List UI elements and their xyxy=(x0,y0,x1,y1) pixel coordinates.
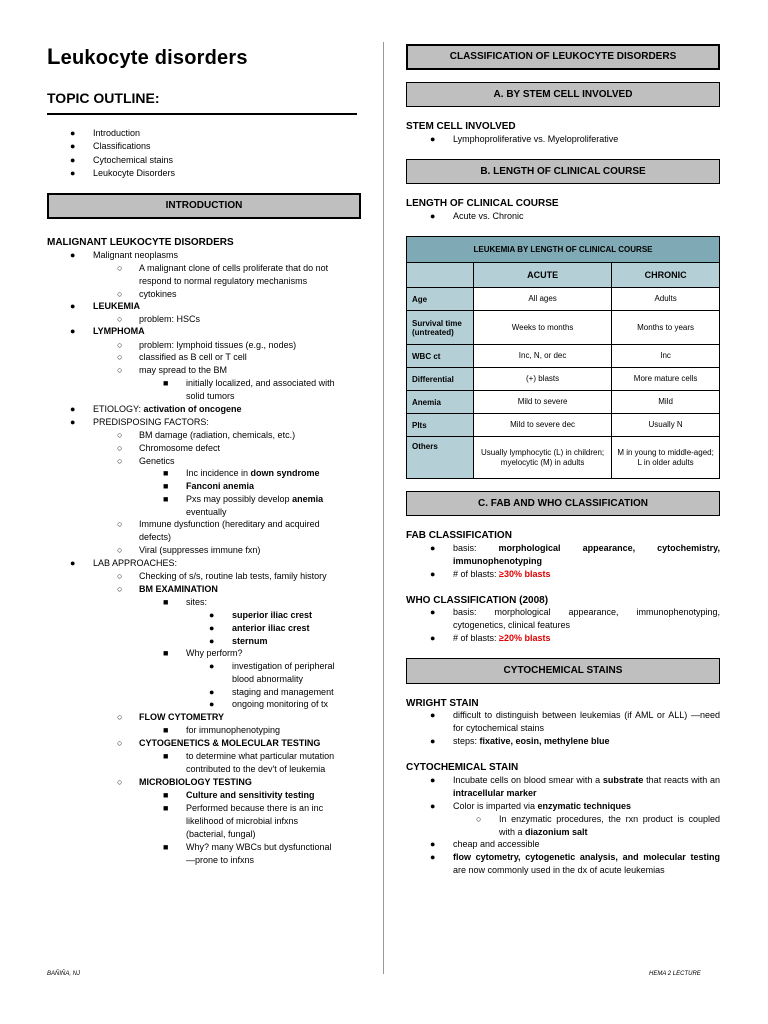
table-row xyxy=(407,437,720,479)
column-header-chronic: CHRONIC xyxy=(612,263,720,288)
list-item: anterior iliac crest xyxy=(232,623,310,633)
lymphoma-label: LYMPHOMA xyxy=(93,326,145,336)
cell-acute: Mild to severe xyxy=(474,391,612,414)
row-label: WBC ct xyxy=(407,345,474,368)
cytochemical-heading: CYTOCHEMICAL STAIN xyxy=(406,762,519,773)
list-item: # of blasts: ≥30% blasts xyxy=(453,569,551,579)
list-item: for immunophenotyping xyxy=(186,725,281,735)
outline-item: Classifications xyxy=(93,141,151,151)
list-item: defects) xyxy=(139,532,172,542)
cell-chronic: Usually N xyxy=(612,414,720,437)
row-label: Plts xyxy=(407,414,474,437)
list-item: Checking of s/s, routine lab tests, family history xyxy=(139,571,327,581)
bullet: ● xyxy=(70,155,76,165)
list-item: Lymphoproliferative vs. Myeloproliferative xyxy=(453,134,619,144)
list-item: Genetics xyxy=(139,456,175,466)
column-divider xyxy=(383,42,384,974)
list-item: to determine what particular mutation xyxy=(186,751,335,761)
leukemia-label: LEUKEMIA xyxy=(93,301,140,311)
length-heading: LENGTH OF CLINICAL COURSE xyxy=(406,198,559,209)
table-row xyxy=(407,368,720,391)
row-label: Others xyxy=(407,437,474,479)
table-row xyxy=(407,288,720,311)
bullet: ● xyxy=(70,168,76,178)
list-item: Performed because there is an inc xyxy=(186,803,324,813)
list-item: MICROBIOLOGY TESTING xyxy=(139,777,252,787)
length-header: B. LENGTH OF CLINICAL COURSE xyxy=(406,159,720,184)
row-label: Age xyxy=(407,288,474,311)
list-item: cheap and accessible xyxy=(453,839,540,849)
page-title: Leukocyte disorders xyxy=(47,44,248,69)
list-item: (bacterial, fungal) xyxy=(186,829,256,839)
cell-acute: All ages xyxy=(474,288,612,311)
list-item: blood abnormality xyxy=(232,674,304,684)
list-item: investigation of peripheral xyxy=(232,661,335,671)
list-item: —prone to infxns xyxy=(186,855,255,865)
table-corner xyxy=(407,263,474,288)
list-item: sternum xyxy=(232,636,268,646)
cell-chronic: M in young to middle-aged; L in older adults xyxy=(612,437,720,479)
wright-heading: WRIGHT STAIN xyxy=(406,698,479,709)
table-row xyxy=(407,345,720,368)
list-item: initially localized, and associated with xyxy=(186,378,335,388)
table-row xyxy=(407,311,720,345)
cell-acute: Inc, N, or dec xyxy=(474,345,612,368)
list-item: Acute vs. Chronic xyxy=(453,211,524,221)
list-item: Culture and sensitivity testing xyxy=(186,790,315,800)
list-item: flow cytometry, cytogenetic analysis, and molecular testing are now commonly used in the dx of acute leukemias xyxy=(453,852,720,875)
cell-acute: Usually lymphocytic (L) in children; myelocytic (M) in adults xyxy=(474,437,612,479)
list-item: difficult to distinguish between leukemias (if AML or ALL) —need for cytochemical stains xyxy=(453,710,720,733)
cell-chronic: Inc xyxy=(612,345,720,368)
bullet: ● xyxy=(70,141,76,151)
list-item: Immune dysfunction (hereditary and acquired xyxy=(139,519,320,529)
list-item: Incubate cells on blood smear with a substrate that reacts with an intracellular marker xyxy=(453,775,720,798)
cytochemical-header: CYTOCHEMICAL STAINS xyxy=(406,658,720,684)
cell-chronic: Adults xyxy=(612,288,720,311)
list-item: Color is imparted via enzymatic techniques xyxy=(453,801,632,811)
list-item: staging and management xyxy=(232,687,334,697)
list-item: may spread to the BM xyxy=(139,365,228,375)
bullet: ● xyxy=(70,128,76,138)
list-item: steps: fixative, eosin, methylene blue xyxy=(453,736,610,746)
list-item: Pxs may possibly develop anemia xyxy=(186,494,324,504)
who-heading: WHO CLASSIFICATION (2008) xyxy=(406,595,549,606)
list-item: Fanconi anemia xyxy=(186,481,255,491)
list-item: ongoing monitoring of tx xyxy=(232,699,329,709)
table-row xyxy=(407,391,720,414)
cell-acute: Weeks to months xyxy=(474,311,612,345)
etiology-item: ETIOLOGY: activation of oncogene xyxy=(93,404,242,414)
cell-acute: (+) blasts xyxy=(474,368,612,391)
column-header-acute: ACUTE xyxy=(474,263,612,288)
outline-item: Leukocyte Disorders xyxy=(93,168,176,178)
list-item: Why perform? xyxy=(186,648,243,658)
topic-outline-heading: TOPIC OUTLINE: xyxy=(47,90,160,106)
footer-course: HEMA 2 LECTURE xyxy=(649,971,701,977)
malignant-heading: MALIGNANT LEUKOCYTE DISORDERS xyxy=(47,237,234,248)
list-item: Inc incidence in down syndrome xyxy=(186,468,320,478)
list-item: solid tumors xyxy=(186,391,235,401)
list-item: respond to normal regulatory mechanisms xyxy=(139,276,308,286)
footer-author: BAÑIÑA, NJ xyxy=(47,971,81,977)
list-item: eventually xyxy=(186,507,227,517)
list-item: Malignant neoplasms xyxy=(93,250,179,260)
list-item: basis: morphological appearance, cytochemistry, immunophenotyping xyxy=(453,543,720,566)
stem-cell-header: A. BY STEM CELL INVOLVED xyxy=(406,82,720,107)
row-label: Survival time (untreated) xyxy=(407,311,474,345)
list-item: A malignant clone of cells proliferate that do not xyxy=(139,263,329,273)
table-title: LEUKEMIA BY LENGTH OF CLINICAL COURSE xyxy=(407,237,720,263)
list-item: FLOW CYTOMETRY xyxy=(139,712,224,722)
list-item: cytokines xyxy=(139,289,177,299)
introduction-header: INTRODUCTION xyxy=(47,193,361,219)
classification-header: CLASSIFICATION OF LEUKOCYTE DISORDERS xyxy=(406,44,720,70)
list-item: PREDISPOSING FACTORS: xyxy=(93,417,209,427)
list-item: # of blasts: ≥20% blasts xyxy=(453,633,551,643)
list-item: problem: lymphoid tissues (e.g., nodes) xyxy=(139,340,297,350)
list-item: superior iliac crest xyxy=(232,610,313,620)
list-item: Viral (suppresses immune fxn) xyxy=(139,545,261,555)
leukemia-table xyxy=(406,236,720,479)
row-label: Differential xyxy=(407,368,474,391)
list-item: CYTOGENETICS & MOLECULAR TESTING xyxy=(139,738,321,748)
list-item: classified as B cell or T cell xyxy=(139,352,247,362)
list-item: Why? many WBCs but dysfunctional xyxy=(186,842,332,852)
outline-item: Introduction xyxy=(93,128,141,138)
row-label: Anemia xyxy=(407,391,474,414)
list-item: contributed to the dev't of leukemia xyxy=(186,764,326,774)
fab-heading: FAB CLASSIFICATION xyxy=(406,530,512,541)
stem-cell-heading: STEM CELL INVOLVED xyxy=(406,121,516,132)
cell-chronic: More mature cells xyxy=(612,368,720,391)
cell-chronic: Months to years xyxy=(612,311,720,345)
cell-chronic: Mild xyxy=(612,391,720,414)
table-row xyxy=(407,414,720,437)
cell-acute: Mild to severe dec xyxy=(474,414,612,437)
list-item: problem: HSCs xyxy=(139,314,201,324)
outline-item: Cytochemical stains xyxy=(93,155,174,165)
title-rule xyxy=(47,113,357,115)
list-item: likelihood of microbial infxns xyxy=(186,816,299,826)
list-item: Chromosome defect xyxy=(139,443,221,453)
list-item: BM EXAMINATION xyxy=(139,584,218,594)
list-item: BM damage (radiation, chemicals, etc.) xyxy=(139,430,296,440)
list-item: basis: morphological appearance, immunophenotyping, cytogenetics, clinical features xyxy=(453,607,720,630)
fab-who-header: C. FAB AND WHO CLASSIFICATION xyxy=(406,491,720,516)
list-item: sites: xyxy=(186,597,208,607)
list-item: LAB APPROACHES: xyxy=(93,558,178,568)
list-item: In enzymatic procedures, the rxn product is coupled with a diazonium salt xyxy=(499,814,720,837)
